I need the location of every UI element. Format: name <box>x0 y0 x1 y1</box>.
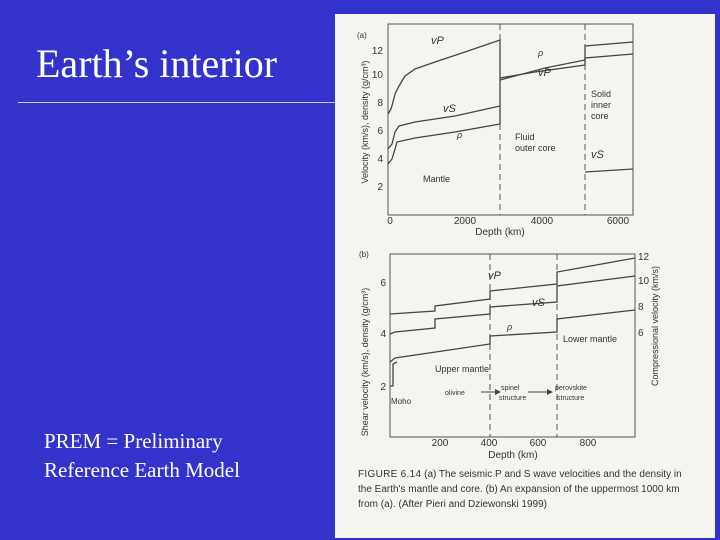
slide-title: Earth’s interior <box>36 41 278 86</box>
panel-b-ytick-left: 6 <box>380 278 386 289</box>
label-fluid-outer-core: outer core <box>515 143 556 153</box>
panel-b-xtick: 600 <box>529 438 547 449</box>
panel-b-ytick-right: 8 <box>638 302 644 313</box>
panel-a-tag: (a) <box>357 31 367 40</box>
panel-b-ylabel: Shear velocity (km/s), density (g/cm³) <box>360 287 370 437</box>
panel-a-ytick: 6 <box>377 126 383 137</box>
panel-b-xtick: 200 <box>431 438 449 449</box>
panel-b-frame <box>390 254 635 437</box>
label-solid-inner-core: core <box>591 111 609 121</box>
panel-b-ytick-left: 2 <box>380 382 386 393</box>
label-vp-top: vP <box>431 35 444 47</box>
panel-a-ytick: 4 <box>377 154 383 165</box>
arrow-head <box>547 389 553 395</box>
label-olivine: olivine <box>445 390 465 397</box>
label-upper-mantle: Upper mantle <box>435 364 490 374</box>
panel-b <box>359 250 660 461</box>
panel-a-xtick: 6000 <box>606 216 630 227</box>
figure-caption-label: FIGURE 6.14 <box>358 469 422 480</box>
panel-b-tag: (b) <box>359 250 369 259</box>
label-solid-inner-core: Solid <box>591 89 612 99</box>
panel-b-xlabel: Depth (km) <box>488 450 538 461</box>
panel-a-xtick: 2000 <box>453 216 477 227</box>
panel-a-ytick: 12 <box>371 46 383 57</box>
panel-b-ytick-right: 6 <box>638 328 644 339</box>
panel-a-ytick: 8 <box>377 98 383 109</box>
vs-curve-b <box>390 276 635 334</box>
panel-a-ytick: 10 <box>371 70 383 81</box>
figure-caption-text: (a) The seismic P and S wave velocities and the density in the Earth's mantle and core. (b) An expansion of the uppermost 1000 km from (a). (After Pieri and Dziewonski 1999) <box>358 469 682 510</box>
title-divider <box>18 102 340 103</box>
panel-a <box>357 24 633 238</box>
moho-step <box>390 362 397 386</box>
panel-a-xtick: 0 <box>387 216 393 227</box>
panel-a-ylabel: Velocity (km/s), density (g/cm³) <box>360 60 370 184</box>
label-spinel: structure <box>499 395 527 402</box>
label-rho-core: ρ <box>538 48 544 58</box>
panel-b-xtick: 800 <box>579 438 597 449</box>
label-fluid-outer-core: Fluid <box>515 132 535 142</box>
label-perovskite: perovskite <box>555 385 587 392</box>
vs-inner-core-curve <box>585 169 633 172</box>
label-spinel: spinel <box>501 385 520 392</box>
panel-a-xtick: 4000 <box>530 216 554 227</box>
label-moho: Moho <box>391 397 412 406</box>
panel-b-ytick-right: 10 <box>638 276 650 287</box>
slide-caption <box>44 427 240 485</box>
label-rho-b: ρ <box>507 322 513 332</box>
label-perovskite: structure <box>557 395 585 402</box>
label-rho-mantle: ρ <box>457 130 463 140</box>
panel-b-ytick-left: 4 <box>380 329 386 340</box>
label-mantle: Mantle <box>423 174 451 184</box>
figure-graphics <box>335 14 715 538</box>
panel-a-xlabel: Depth (km) <box>475 227 525 238</box>
panel-b-xtick: 400 <box>480 438 498 449</box>
label-vs-b: vS <box>532 297 545 309</box>
panel-a-ytick: 2 <box>377 182 383 193</box>
textbook-figure <box>335 14 715 538</box>
panel-b-ytick-right: 12 <box>638 252 650 263</box>
label-vs-core: vS <box>591 149 604 161</box>
label-vp-core: vP <box>538 67 551 79</box>
caption-line-1: PREM = Preliminary <box>44 429 223 453</box>
panel-b-ylabel-right: Compressional velocity (km/s) <box>650 265 660 387</box>
figure-caption <box>358 467 698 512</box>
label-solid-inner-core: inner <box>591 100 612 110</box>
label-vs-mantle: vS <box>443 103 456 115</box>
label-lower-mantle: Lower mantle <box>563 334 618 344</box>
caption-line-2: Reference Earth Model <box>44 458 240 482</box>
label-vp-b: vP <box>488 270 501 282</box>
